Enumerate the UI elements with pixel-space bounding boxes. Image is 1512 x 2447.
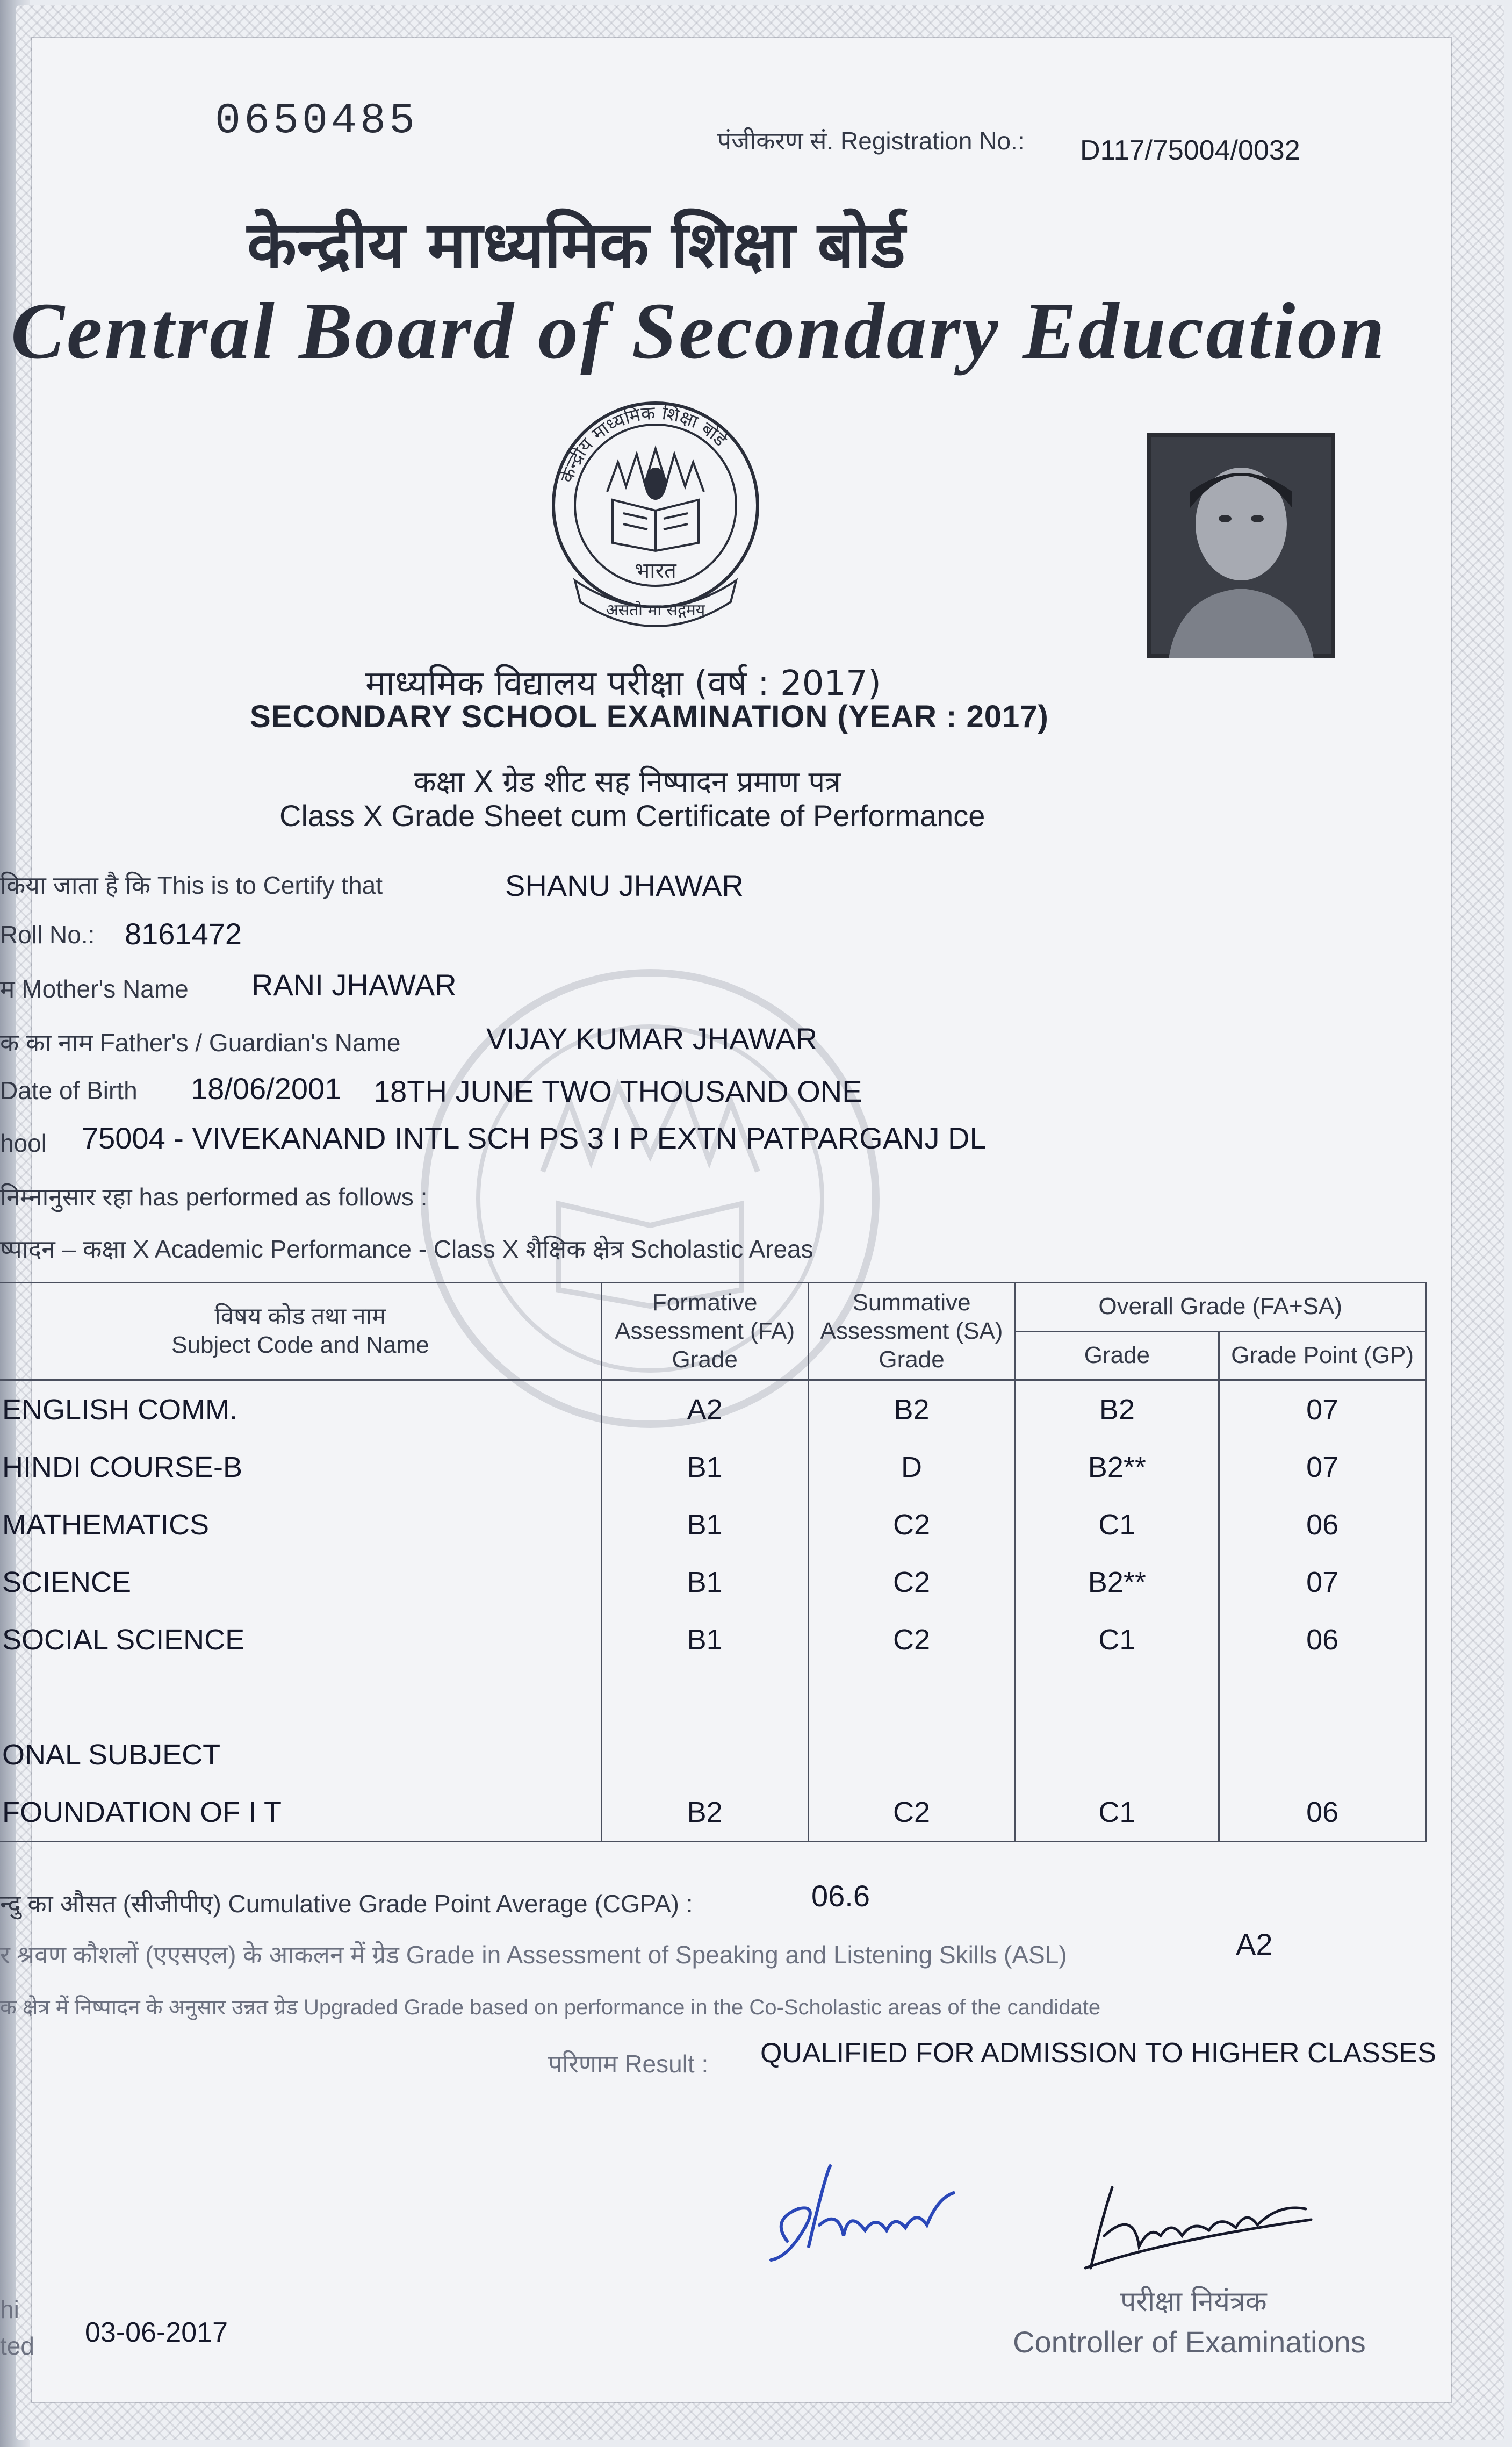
- upgraded-grade-label: क क्षेत्र में निष्पादन के अनुसार उन्नत ग्रेड Upgraded Grade based on performance in the Co-Scholastic areas of the candidate: [0, 1996, 1101, 2019]
- grade-cell: C1: [1015, 1783, 1219, 1842]
- grade-cell: B2**: [1015, 1438, 1219, 1496]
- subject-cell: SOCIAL SCIENCE: [0, 1611, 601, 1668]
- academic-performance-label: ष्पादन – कक्षा X Academic Performance - Class X शैक्षिक क्षेत्र Scholastic Areas: [0, 1235, 813, 1263]
- controller-signature: [1053, 2177, 1333, 2279]
- place-label: hi: [0, 2295, 19, 2323]
- spacer-cell: [808, 1668, 1015, 1726]
- spacer-cell: [1219, 1726, 1426, 1783]
- exam-title-english: SECONDARY SCHOOL EXAMINATION (YEAR : 2017): [250, 699, 1049, 734]
- student-photo: [1147, 433, 1335, 658]
- fa-cell: B1: [601, 1553, 808, 1611]
- emblem-ring-text: केन्द्रीय माध्यमिक शिक्षा बोर्ड: [556, 402, 731, 486]
- board-name-english: Central Board of Secondary Education: [11, 286, 1387, 376]
- result-label: परिणाम Result :: [548, 2050, 709, 2078]
- spacer-cell: [808, 1726, 1015, 1783]
- spacer-cell: [1219, 1668, 1426, 1726]
- fa-cell: B1: [601, 1611, 808, 1668]
- gp-cell: 07: [1219, 1553, 1426, 1611]
- father-label: क का नाम Father's / Guardian's Name: [0, 1029, 401, 1057]
- subject-cell: ENGLISH COMM.: [0, 1380, 601, 1439]
- fa-cell: B1: [601, 1496, 808, 1553]
- spacer-cell: [1015, 1668, 1219, 1726]
- certify-label: किया जाता है कि This is to Certify that: [0, 871, 383, 899]
- table-row: [0, 1496, 1426, 1553]
- dated-label: ted: [0, 2332, 34, 2360]
- spacer-cell: [1015, 1726, 1219, 1783]
- student-signature: [750, 2144, 1007, 2273]
- subject-header: [0, 1283, 601, 1380]
- subject-header-english: Subject Code and Name: [171, 1332, 429, 1359]
- dob-numeric: 18/06/2001: [191, 1072, 342, 1106]
- result-value: QUALIFIED FOR ADMISSION TO HIGHER CLASSES: [760, 2037, 1436, 2069]
- school-label: hool: [0, 1129, 47, 1157]
- sa-header: Summative Assessment (SA) Grade: [808, 1283, 1015, 1380]
- serial-number: 0650485: [215, 97, 419, 146]
- spacer-cell: [601, 1668, 808, 1726]
- table-row: [0, 1380, 1426, 1439]
- board-name-hindi: केन्द्रीय माध्यमिक शिक्षा बोर्ड: [247, 207, 906, 283]
- dob-label: Date of Birth: [0, 1077, 138, 1104]
- dob-words: 18TH JUNE TWO THOUSAND ONE: [373, 1074, 862, 1108]
- cgpa-value: 06.6: [811, 1879, 870, 1913]
- controller-title-hindi: परीक्षा नियंत्रक: [1120, 2286, 1267, 2318]
- additional-subject-label: ONAL SUBJECT: [0, 1726, 601, 1783]
- subject-header-hindi: विषय कोड तथा नाम: [214, 1303, 386, 1330]
- subject-cell: SCIENCE: [0, 1553, 601, 1611]
- student-name: SHANU JHAWAR: [505, 869, 744, 902]
- table-header-row: [0, 1283, 1426, 1332]
- subject-cell: MATHEMATICS: [0, 1496, 601, 1553]
- grade-header: Grade: [1015, 1331, 1219, 1380]
- emblem-motto: असतो मा सद्गमय: [606, 601, 705, 620]
- gp-header: Grade Point (GP): [1219, 1331, 1426, 1380]
- gp-cell: 06: [1219, 1496, 1426, 1553]
- grade-cell: B2**: [1015, 1553, 1219, 1611]
- gp-cell: 06: [1219, 1611, 1426, 1668]
- spacer-cell: [0, 1668, 601, 1726]
- fa-cell: B2: [601, 1783, 808, 1842]
- sa-cell: D: [808, 1438, 1015, 1496]
- sa-cell: C2: [808, 1611, 1015, 1668]
- registration-label: पंजीकरण सं. Registration No.:: [717, 127, 1025, 155]
- sheet-title-hindi: कक्षा X ग्रेड शीट सह निष्पादन प्रमाण पत्र: [414, 765, 841, 799]
- registration-number: D117/75004/0032: [1080, 135, 1300, 166]
- table-row: [0, 1438, 1426, 1496]
- sa-cell: C2: [808, 1496, 1015, 1553]
- overall-header: Overall Grade (FA+SA): [1015, 1283, 1426, 1332]
- table-row: [0, 1783, 1426, 1842]
- grade-table: [0, 1282, 1427, 1842]
- additional-subject-label-row: [0, 1726, 1426, 1783]
- spacer-cell: [601, 1726, 808, 1783]
- table-row: [0, 1553, 1426, 1611]
- sheet-title-english: Class X Grade Sheet cum Certificate of Performance: [279, 799, 985, 833]
- subject-cell: HINDI COURSE-B: [0, 1438, 601, 1496]
- roll-number: 8161472: [125, 917, 242, 951]
- fa-cell: B1: [601, 1438, 808, 1496]
- grade-cell: C1: [1015, 1496, 1219, 1553]
- table-spacer-row: [0, 1668, 1426, 1726]
- issue-date: 03-06-2017: [85, 2317, 228, 2348]
- sa-cell: C2: [808, 1783, 1015, 1842]
- performed-label: निम्नानुसार रहा has performed as follows :: [0, 1183, 428, 1211]
- mother-label: म Mother's Name: [0, 975, 189, 1003]
- gp-cell: 06: [1219, 1783, 1426, 1842]
- sa-cell: C2: [808, 1553, 1015, 1611]
- table-row: [0, 1611, 1426, 1668]
- cgpa-label: न्दु का औसत (सीजीपीए) Cumulative Grade Point Average (CGPA) :: [0, 1890, 693, 1918]
- mother-name: RANI JHAWAR: [251, 968, 457, 1002]
- emblem-bharat-text: भारत: [635, 558, 676, 583]
- sa-cell: B2: [808, 1380, 1015, 1439]
- father-name: VIJAY KUMAR JHAWAR: [486, 1022, 818, 1056]
- controller-title-english: Controller of Examinations: [1013, 2325, 1366, 2359]
- grade-cell: C1: [1015, 1611, 1219, 1668]
- roll-label: Roll No.:: [0, 921, 95, 949]
- asl-label: र श्रवण कौशलों (एएसएल) के आकलन में ग्रेड Grade in Assessment of Speaking and Listening Skills (ASL): [0, 1941, 1067, 1969]
- fa-header: Formative Assessment (FA) Grade: [601, 1283, 808, 1380]
- exam-title-hindi: माध्यमिक विद्यालय परीक्षा (वर्ष : 2017): [365, 664, 881, 704]
- subject-cell: FOUNDATION OF I T: [0, 1783, 601, 1842]
- gp-cell: 07: [1219, 1438, 1426, 1496]
- grade-cell: B2: [1015, 1380, 1219, 1439]
- school-name: 75004 - VIVEKANAND INTL SCH PS 3 I P EXTN PATPARGANJ DL: [82, 1121, 987, 1155]
- gp-cell: 07: [1219, 1380, 1426, 1439]
- cbse-emblem-icon: [537, 398, 774, 634]
- asl-grade: A2: [1236, 1927, 1273, 1961]
- fa-cell: A2: [601, 1380, 808, 1439]
